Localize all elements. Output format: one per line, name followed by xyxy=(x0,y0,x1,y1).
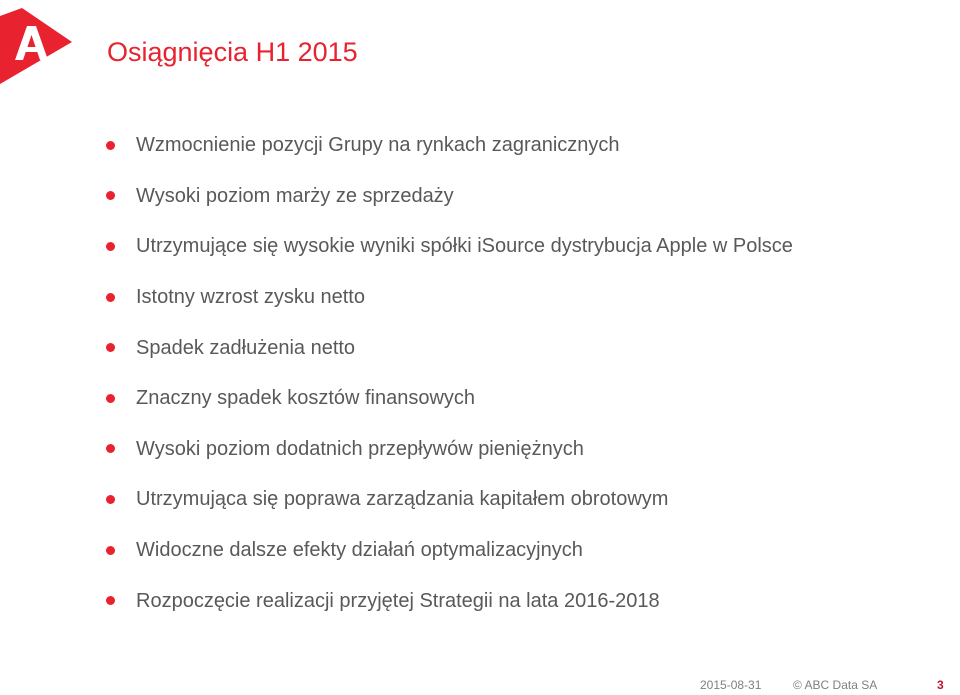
list-item xyxy=(106,474,793,525)
bullet-text: Wzmocnienie pozycji Grupy na rynkach zagranicznych xyxy=(136,134,620,157)
page-number: 3 xyxy=(937,678,944,692)
list-item xyxy=(106,171,793,222)
list-item xyxy=(106,373,793,424)
bullet-text: Widoczne dalsze efekty działań optymalizacyjnych xyxy=(136,539,583,562)
bullet-text: Rozpoczęcie realizacji przyjętej Strategii na lata 2016-2018 xyxy=(136,589,660,612)
bullet-dot-icon xyxy=(106,141,115,150)
bullet-dot-icon xyxy=(106,495,115,504)
bullet-text: Istotny wzrost zysku netto xyxy=(136,286,365,309)
footer-date: 2015-08-31 xyxy=(700,678,762,692)
bullet-dot-icon xyxy=(106,343,115,352)
bullet-text: Spadek zadłużenia netto xyxy=(136,336,356,359)
bullet-dot-icon xyxy=(106,394,115,403)
achievements-list xyxy=(106,120,793,626)
list-item xyxy=(106,575,793,626)
list-item xyxy=(106,525,793,576)
bullet-dot-icon xyxy=(106,444,115,453)
bullet-text: Wysoki poziom dodatnich przepływów pieniężnych xyxy=(136,437,584,460)
list-item xyxy=(106,221,793,272)
list-item xyxy=(106,322,793,373)
bullet-text: Znaczny spadek kosztów finansowych xyxy=(136,387,476,410)
bullet-text: Wysoki poziom marży ze sprzedaży xyxy=(136,184,454,207)
footer-copyright: © ABC Data SA xyxy=(793,678,878,692)
bullet-dot-icon xyxy=(106,293,115,302)
bullet-dot-icon xyxy=(106,596,115,605)
bullet-dot-icon xyxy=(106,546,115,555)
list-item xyxy=(106,120,793,171)
page-title: Osiągnięcia H1 2015 xyxy=(107,37,358,67)
bullet-text: Utrzymujące się wysokie wyniki spółki iSource dystrybucja Apple w Polsce xyxy=(136,235,793,258)
bullet-dot-icon xyxy=(106,242,115,251)
bullet-text: Utrzymująca się poprawa zarządzania kapitałem obrotowym xyxy=(136,488,669,511)
brand-logo-icon xyxy=(0,0,72,84)
list-item xyxy=(106,272,793,323)
bullet-dot-icon xyxy=(106,191,115,200)
list-item xyxy=(106,424,793,475)
